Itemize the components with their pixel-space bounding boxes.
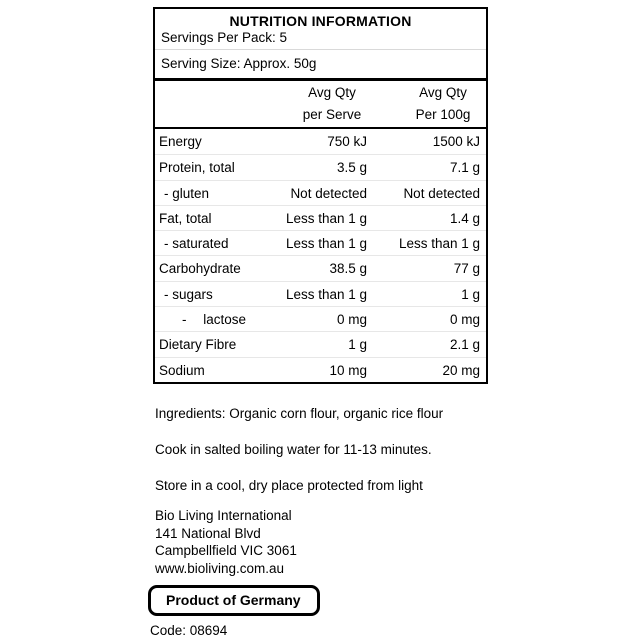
value-per-100g: 7.1 g: [449, 160, 480, 176]
nutrient-label: - gluten: [164, 185, 210, 201]
nutrient-row-lactose: [155, 306, 486, 331]
nutrient-rows: [155, 129, 486, 382]
website-url: www.bioliving.com.au: [155, 560, 285, 576]
nutrient-row-gluten: [155, 180, 486, 205]
value-per-serve: 10 mg: [329, 362, 367, 378]
column-headers: [155, 78, 486, 129]
value-per-serve: 1 g: [348, 337, 367, 353]
nutrient-label: Energy: [159, 134, 202, 149]
value-per-100g: 1500 kJ: [432, 134, 480, 149]
nutrient-row-carbohydrate: [155, 255, 486, 280]
product-code: Code: 08694: [150, 623, 228, 638]
nutrient-label: - sugars: [164, 286, 213, 302]
value-per-100g: Not detected: [403, 185, 480, 201]
panel-title: NUTRITION INFORMATION: [229, 13, 412, 29]
value-per-serve: 750 kJ: [327, 134, 367, 149]
column-header-per-serve: Avg Qty per Serve: [302, 85, 362, 122]
value-per-serve: 3.5 g: [336, 160, 367, 176]
nutrient-label: Dietary Fibre: [159, 337, 237, 353]
nutrient-label: - lactose: [182, 312, 247, 328]
nutrient-row-energy: [155, 129, 486, 154]
nutrient-row-sugars: [155, 281, 486, 306]
storage-instructions: Store in a cool, dry place protected from light: [155, 478, 423, 493]
nutrition-panel: [153, 7, 488, 384]
value-per-100g: 0 mg: [449, 312, 480, 328]
nutrient-label: Fat, total: [159, 210, 212, 226]
value-per-serve: Less than 1 g: [285, 210, 367, 226]
nutrient-label: - saturated: [164, 236, 229, 252]
column-header-per-100g: Avg Qty Per 100g: [415, 85, 471, 122]
nutrient-label: Carbohydrate: [159, 261, 241, 277]
nutrient-row-fibre: [155, 331, 486, 356]
value-per-100g: 1.4 g: [449, 210, 480, 226]
ingredients-text: Ingredients: Organic corn flour, organic rice flour: [155, 406, 444, 421]
nutrient-label: Sodium: [159, 362, 205, 378]
nutrient-row-fat: [155, 205, 486, 230]
nutrient-row-sodium: [155, 357, 486, 382]
value-per-100g: 2.1 g: [449, 337, 480, 353]
company-name: Bio Living International: [155, 508, 292, 523]
value-per-100g: 77 g: [453, 261, 480, 277]
value-per-serve: 38.5 g: [329, 261, 367, 277]
value-per-serve: Not detected: [290, 185, 367, 201]
value-per-serve: 0 mg: [336, 312, 367, 328]
value-per-serve: Less than 1 g: [285, 286, 367, 302]
value-per-100g: 20 mg: [442, 362, 480, 378]
cooking-instructions: Cook in salted boiling water for 11-13 minutes.: [155, 442, 432, 457]
value-per-serve: Less than 1 g: [285, 236, 367, 252]
nutrient-row-protein: [155, 154, 486, 179]
nutrient-label: Protein, total: [159, 160, 235, 176]
address-street: 141 National Blvd: [155, 525, 261, 541]
value-per-100g: 1 g: [461, 286, 480, 302]
servings-per-pack: Servings Per Pack: 5: [155, 29, 486, 50]
serving-size: Serving Size: Approx. 50g: [161, 56, 317, 71]
origin-badge: Product of Germany: [148, 585, 320, 616]
value-per-100g: Less than 1 g: [398, 236, 480, 252]
nutrient-row-saturated: [155, 230, 486, 255]
company-address-block: [155, 507, 297, 577]
address-city: Campbellfield VIC 3061: [155, 543, 297, 558]
